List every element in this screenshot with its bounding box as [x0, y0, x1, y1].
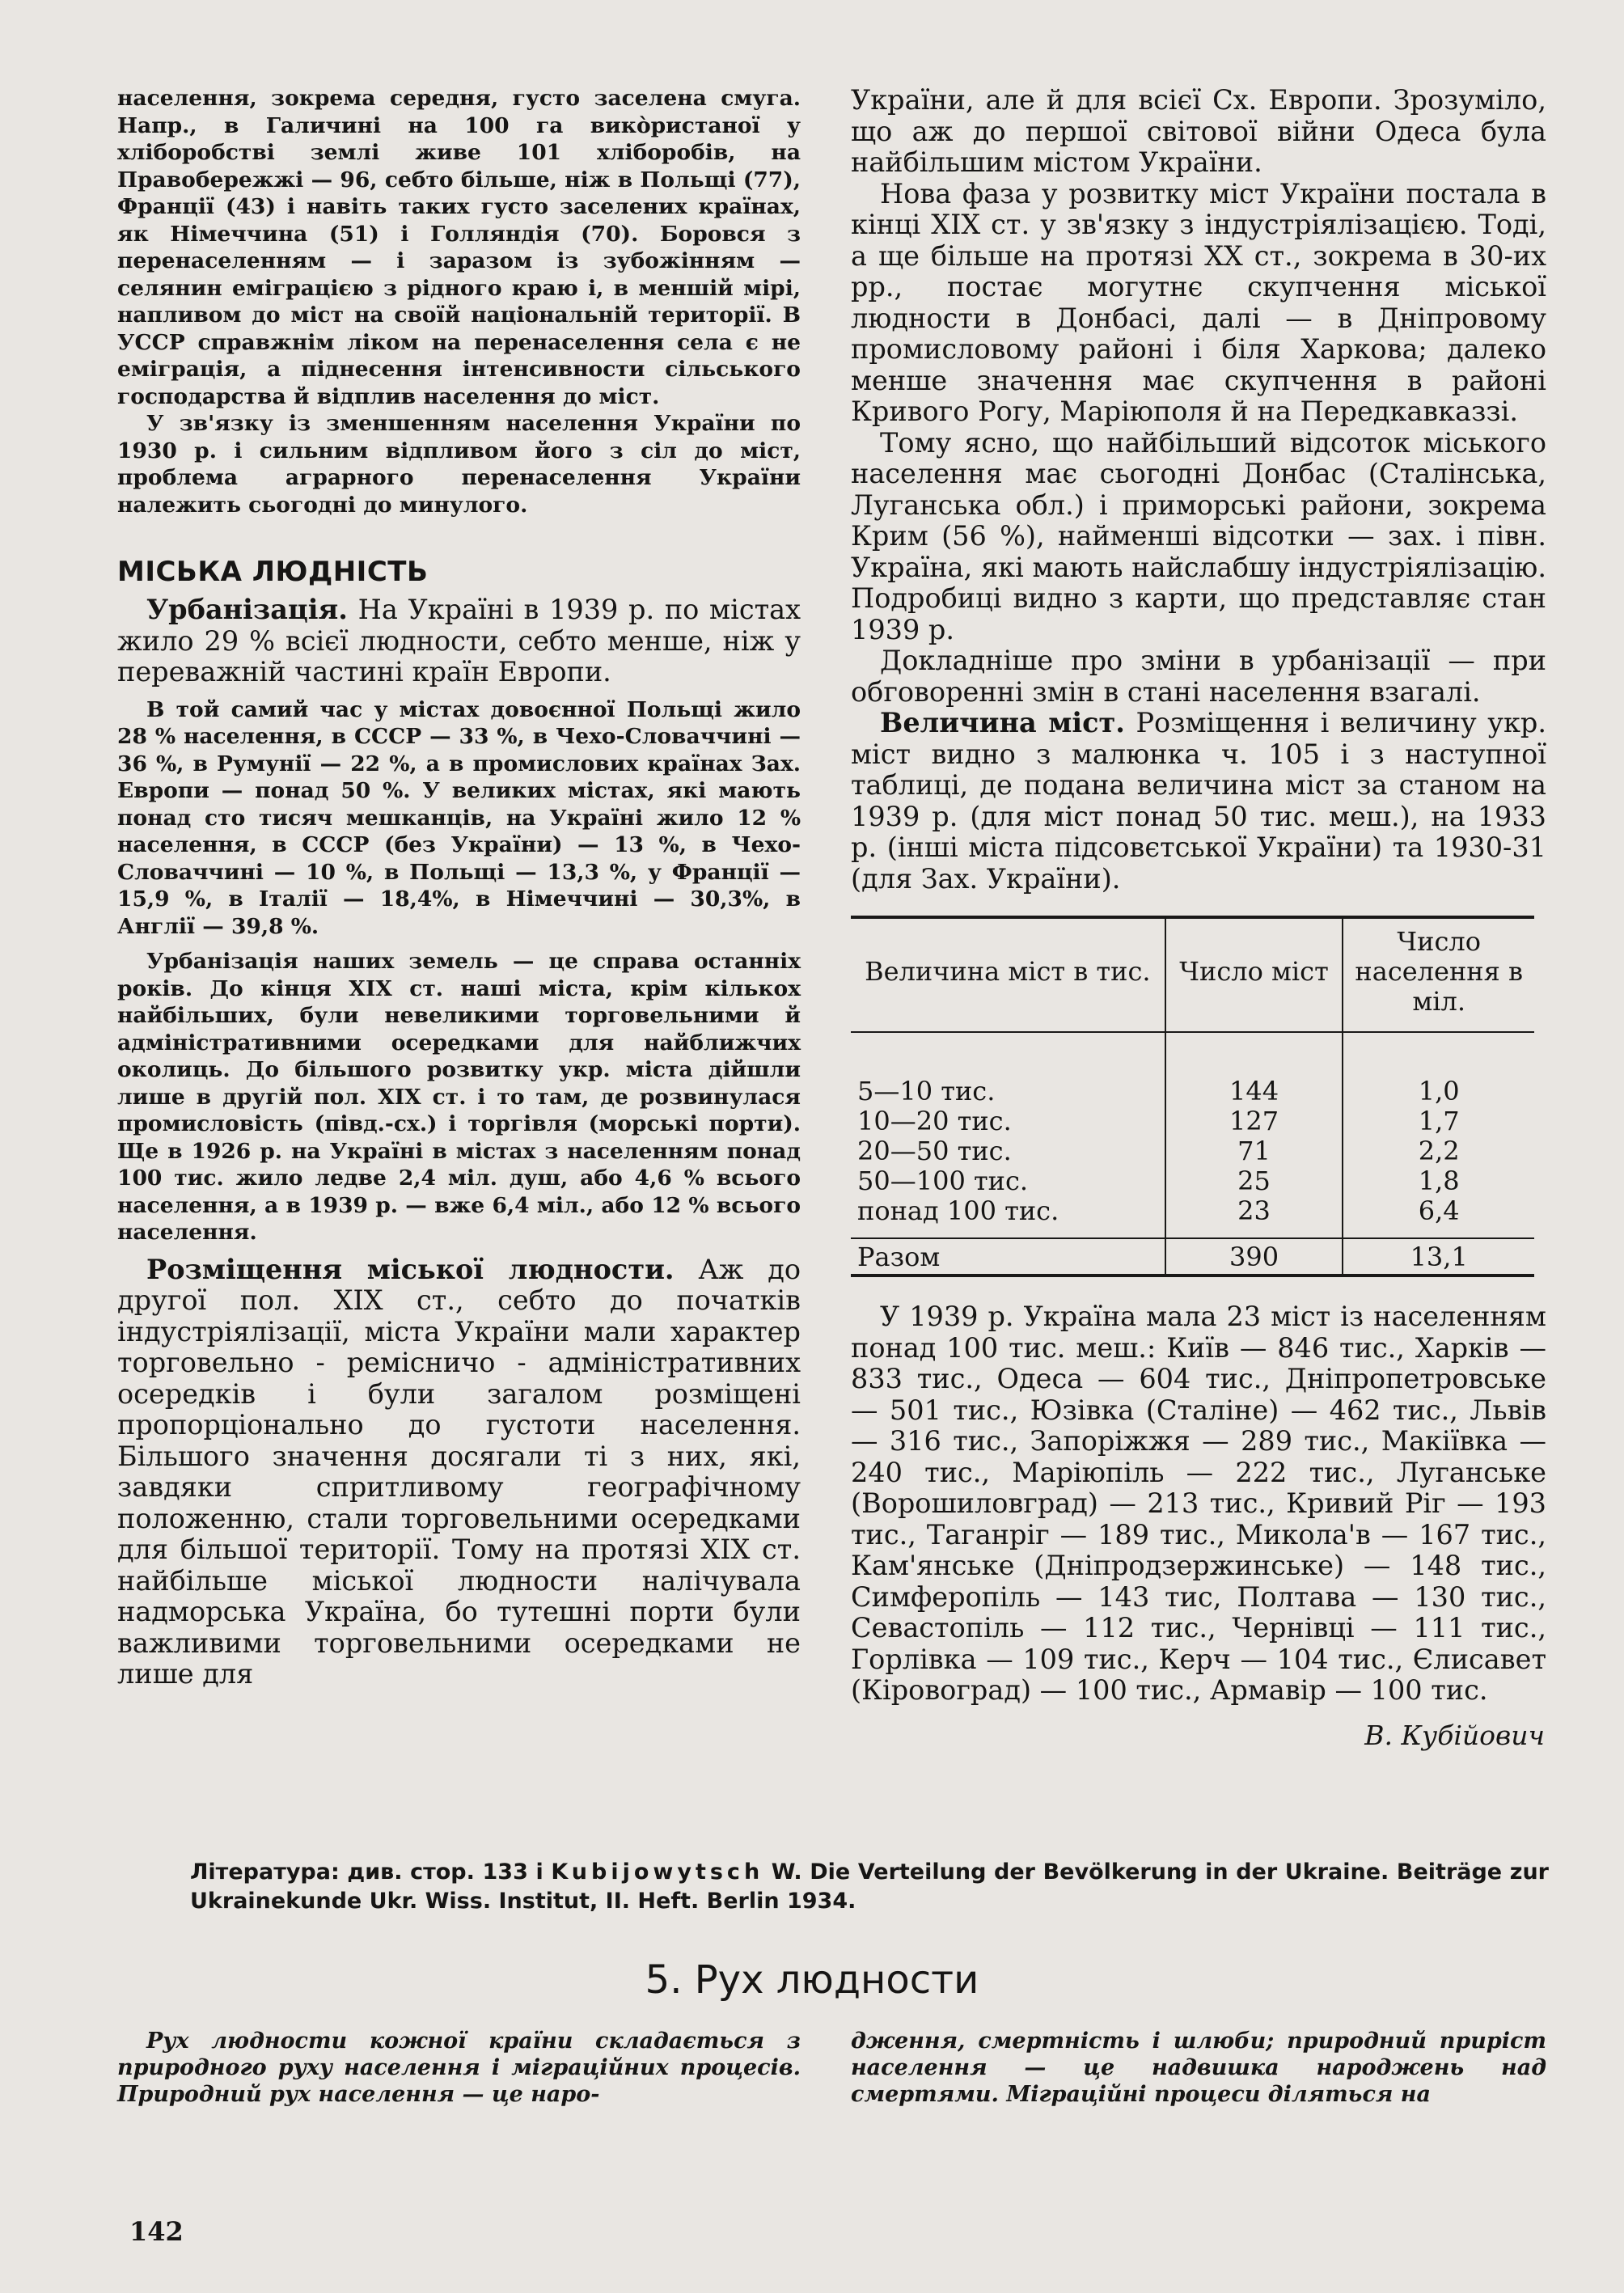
- table-cell-population: 6,4: [1343, 1196, 1534, 1238]
- table-total-row: [851, 1238, 1534, 1276]
- table-header-size: Величина міст в тис.: [851, 917, 1165, 1032]
- urbanization-label: Урбанізація.: [146, 594, 348, 625]
- placement-label: Розміщення міської людности.: [146, 1253, 675, 1285]
- section-title: 5. Рух людности: [645, 1957, 979, 2003]
- paragraph-odesa: України, але й для всієї Сх. Европи. Зрозуміло, що аж до першої світової війни Одеса була найбільшим містом України.: [851, 84, 1546, 178]
- placement-text: Аж до другої пол. XIX ст., себто до початків індустріялізації, міста України мали характер торговельно - ремісничо - адміністративних осередків і були загалом розміщені пропорціонально до густоти населення. Більшого значення досягали ті з них, які, завдяки спритливому географічному положенню, стали торговельними осередками для більшої території. Тому на протязі XIX ст. найбільше міської людности налічувала надморська Україна, бо тутешні порти були важливими торговельними осередками не лише для: [117, 1253, 801, 1690]
- table-row: [851, 1196, 1534, 1238]
- table-cell-count: 144: [1165, 1032, 1343, 1106]
- paragraph-urban-comparison: В той самий час у містах довоєнної Польщі жило 28 % населення, в СССР — 33 %, в Чехо-Словаччині — 36 %, в Румунії — 22 %, а в промислових країнах Зах. Европи — понад 50 %. У великих містах, які мають понад сто тисяч мешканців, на Україні жило 12 % населення, в СССР (без України) — 13 %, в Чехо-Словаччині — 10 %, в Польщі — 13,3 %, у Франції — 15,9 %, в Італії — 18,4%, в Німеччині — 30,3%, в Англії — 39,8 %.: [117, 696, 801, 939]
- city-size-table: [851, 916, 1534, 1277]
- page-number: 142: [129, 2216, 184, 2247]
- literature-text-after: W. Die Verteilung der Bevölkerung in der Ukraine. Beiträge zur Ukrainekunde Ukr. Wiss. Institut, II. Heft. Berlin 1934.: [190, 1859, 1549, 1914]
- paragraph-natural-growth: дження, смертність і шлюби; природний приріст населення — це надвишка народжень над смертями. Міграційні процеси діляться на: [851, 2029, 1546, 2107]
- right-column: [851, 85, 1546, 1751]
- paragraph-agrarian-overpopulation: У зв'язку із зменшенням населення України по 1930 р. і сильним відпливом його з сіл до міст, проблема аграрного перенаселення України належить сьогодні до минулого.: [117, 411, 801, 518]
- heading-urban-population: МІСЬКА ЛЮДНІСТЬ: [117, 556, 429, 588]
- paragraph-city-size: [851, 708, 1546, 895]
- table-cell-size: 20—50 тис.: [857, 1136, 1012, 1166]
- paragraph-urban-placement: [117, 1254, 801, 1690]
- table-total-population: 13,1: [1343, 1238, 1534, 1276]
- table-header-city-count: Число міст: [1165, 917, 1343, 1032]
- table-cell-count: 127: [1165, 1106, 1343, 1136]
- table-cell-size: понад 100 тис.: [857, 1195, 1059, 1226]
- table-total-label: Разом: [851, 1238, 1165, 1276]
- paragraph-details: Докладніше про зміни в урбанізації — при обговоренні змін в стані населення взагалі.: [851, 645, 1546, 708]
- paragraph-overpopulation: населення, зокрема середня, густо заселена смуга. Напр., в Галичині на 100 га вико̀ристаної у хліборобстві землі живе 101 хліборобів, на Правобережжі — 96, себто більше, ніж в Польщі (77), Франції (43) і навіть таких густо заселених країнах, як Німеччина (51) і Голляндія (70). Боровся з перенаселенням — і заразом із зубожінням — селянин еміграцією з рідного краю і, в меншій мірі, напливом до міст на своїй національній території. В УССР справжнім ліком на перенаселення села є не еміграція, а піднесення інтенсивности сільського господарства й відплив населення до міст.: [117, 86, 801, 409]
- table-cell-count: 25: [1165, 1166, 1343, 1196]
- literature-text-before: див. стор. 133 і: [347, 1859, 543, 1885]
- table-cell-count: 71: [1165, 1136, 1343, 1166]
- table-row: [851, 1136, 1534, 1166]
- left-column: [117, 85, 801, 1690]
- paragraph-population-movement: Рух людности кожної країни складається з природного руху населення і міграційних процесів. Природний рух населення — це наро-: [117, 2029, 801, 2107]
- table-row: [851, 1032, 1534, 1106]
- table-cell-population: 1,0: [1343, 1032, 1534, 1106]
- table-cell-population: 1,7: [1343, 1106, 1534, 1136]
- table-header-row: [851, 917, 1534, 1032]
- paragraph-percentages: Тому ясно, що найбільший відсоток міського населення має сьогодні Донбас (Сталінська, Луганська обл.) і приморські райони, зокрема Крим (56 %), найменші відсотки — зах. і півн. Україна, які мають найслабшу індустріялізацію. Подробиці видно з карти, що представляє стан 1939 р.: [851, 426, 1546, 645]
- paragraph-new-phase: Нова фаза у розвитку міст України постала в кінці XIX ст. у зв'язку з індустріялізацією. Тоді, а ще більше на протязі XX ст., зокрема в 30-их рр., постає могутнє скупчення міської людности в Донбасі, далі — в Дніпровому промисловому районі і біля Харкова; далеко менше значення має скупчення в районі Кривого Рогу, Маріюполя й на Передкавказзі.: [851, 177, 1546, 427]
- table-header-population: Число населення в міл.: [1343, 917, 1534, 1032]
- table-row: [851, 1106, 1534, 1136]
- author-signature: В. Кубійович: [1364, 1719, 1545, 1751]
- literature-label: Література:: [190, 1859, 340, 1885]
- literature-author: Kubijowytsch: [551, 1859, 764, 1885]
- table-cell-population: 2,2: [1343, 1136, 1534, 1166]
- table-cell-count: 23: [1165, 1196, 1343, 1238]
- table-row: [851, 1166, 1534, 1196]
- table-cell-size: 5—10 тис.: [857, 1076, 996, 1106]
- urbanization-text: На Україні в 1939 р. по містах жило 29 % всієї людности, себто менше, ніж у переважній частині країн Европи.: [117, 594, 801, 687]
- table-total-count: 390: [1165, 1238, 1343, 1276]
- city-size-label: Величина міст.: [880, 707, 1125, 738]
- paragraph-large-cities: У 1939 р. Україна мала 23 міст із населенням понад 100 тис. меш.: Київ — 846 тис., Харків — 833 тис., Одеса — 604 тис., Дніпропетровське — 501 тис., Юзівка (Сталіне) — 462 тис., Львів — 316 тис., Запоріжжя — 289 тис., Макіївка — 240 тис., Маріюпіль — 222 тис., Луганське (Ворошиловград) — 213 тис., Кривий Ріг — 193 тис., Таганріг — 189 тис., Микола'в — 167 тис., Кам'янське (Дніпродзержинське) — 148 тис., Симферопіль — 143 тис, Полтава — 130 тис., Севастопіль — 112 тис., Чернівці — 111 тис., Горлівка — 109 тис., Керч — 104 тис., Єлисавет (Кіровоград) — 100 тис., Армавір — 100 тис.: [851, 1301, 1546, 1706]
- literature-note: [190, 1858, 1549, 1916]
- paragraph-recent-urbanization: Урбанізація наших земель — це справа останніх років. До кінця XIX ст. наші міста, крім кількох найбільших, були невеликими торговельними й адміністративними осередками для найближчих околиць. До більшого розвитку укр. міста дійшли лише в другій пол. XIX ст. і то там, де розвинулася промисловість (півд.-сх.) і торгівля (морські порти). Ще в 1926 р. на Україні в містах з населенням понад 100 тис. жило ледве 2,4 міл. душ, або 4,6 % всього населення, а в 1939 р. — вже 6,4 міл., або 12 % всього населення.: [117, 949, 801, 1245]
- table-cell-population: 1,8: [1343, 1166, 1534, 1196]
- city-size-text: Розміщення і величину укр. міст видно з малюнка ч. 105 і з наступної таблиці, де подана величина міст за станом на 1939 р. (для міст понад 50 тис. меш.), на 1933 р. (інші міста підсовєтської України) та 1930-31 (для Зах. України).: [851, 707, 1546, 895]
- table-cell-size: 50—100 тис.: [857, 1166, 1029, 1196]
- paragraph-urbanization: [117, 594, 801, 688]
- table-cell-size: 10—20 тис.: [857, 1106, 1012, 1136]
